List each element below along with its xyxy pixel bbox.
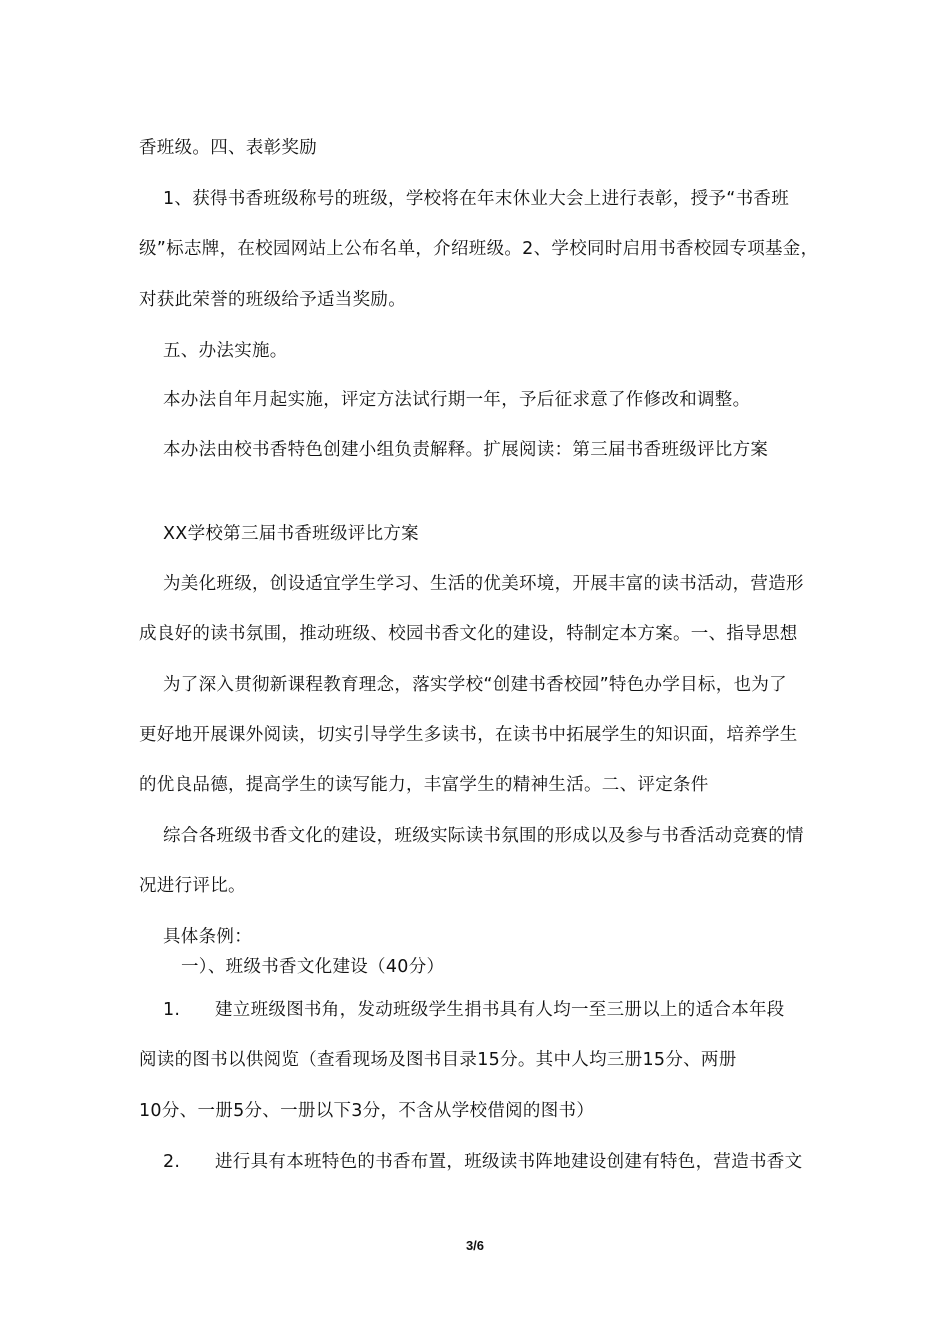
- document-title: XX学校第三届书香班级评比方案: [163, 524, 419, 544]
- list-item: [163, 998, 785, 1022]
- section-heading: 五、办法实施。: [163, 341, 288, 361]
- text-line: 为了深入贯彻新课程教育理念，落实学校“创建书香校园”特色办学目标，也为了: [163, 675, 787, 695]
- page-number: 3/6: [465, 1238, 485, 1253]
- text-line: 况进行评比。: [139, 876, 246, 896]
- text-line: 香班级。四、表彰奖励: [139, 138, 317, 158]
- item-text: 进行具有本班特色的书香布置，班级读书阵地建设创建有特色，营造书香文: [215, 1152, 803, 1172]
- text-line: 1、获得书香班级称号的班级，学校将在年末休业大会上进行表彰，授予“书香班: [163, 189, 789, 209]
- text-line: 更好地开展课外阅读，切实引导学生多读书，在读书中拓展学生的知识面，培养学生: [139, 725, 798, 745]
- text-line: 10分、一册5分、一册以下3分，不含从学校借阅的图书）: [139, 1101, 595, 1121]
- text-line: 级”标志牌，在校园网站上公布名单，介绍班级。2、学校同时启用书香校园专项基金，: [139, 239, 819, 259]
- text-line: 阅读的图书以供阅览（查看现场及图书目录15分。其中人均三册15分、两册: [139, 1050, 737, 1070]
- subsection-heading: 一）、班级书香文化建设（40分）: [181, 957, 445, 977]
- text-line: 对获此荣誉的班级给予适当奖励。: [139, 290, 406, 310]
- text-line: 的优良品德，提高学生的读写能力，丰富学生的精神生活。二、评定条件: [139, 775, 709, 795]
- item-number: 2.: [163, 1152, 181, 1172]
- item-number: 1.: [163, 1000, 181, 1020]
- item-text: 建立班级图书角，发动班级学生捐书具有人均一至三册以上的适合本年段: [215, 1000, 785, 1020]
- text-line: 具体条例：: [163, 927, 252, 947]
- text-line: 综合各班级书香文化的建设，班级实际读书氛围的形成以及参与书香活动竞赛的情: [163, 826, 804, 846]
- text-line: 成良好的读书氛围，推动班级、校园书香文化的建设，特制定本方案。一、指导思想: [139, 624, 798, 644]
- text-line: 为美化班级，创设适宜学生学习、生活的优美环境，开展丰富的读书活动，营造形: [163, 574, 804, 594]
- text-line: 本办法由校书香特色创建小组负责解释。扩展阅读：第三届书香班级评比方案: [163, 440, 769, 460]
- list-item: [163, 1150, 802, 1174]
- text-line: 本办法自年月起实施，评定方法试行期一年，予后征求意了作修改和调整。: [163, 390, 751, 410]
